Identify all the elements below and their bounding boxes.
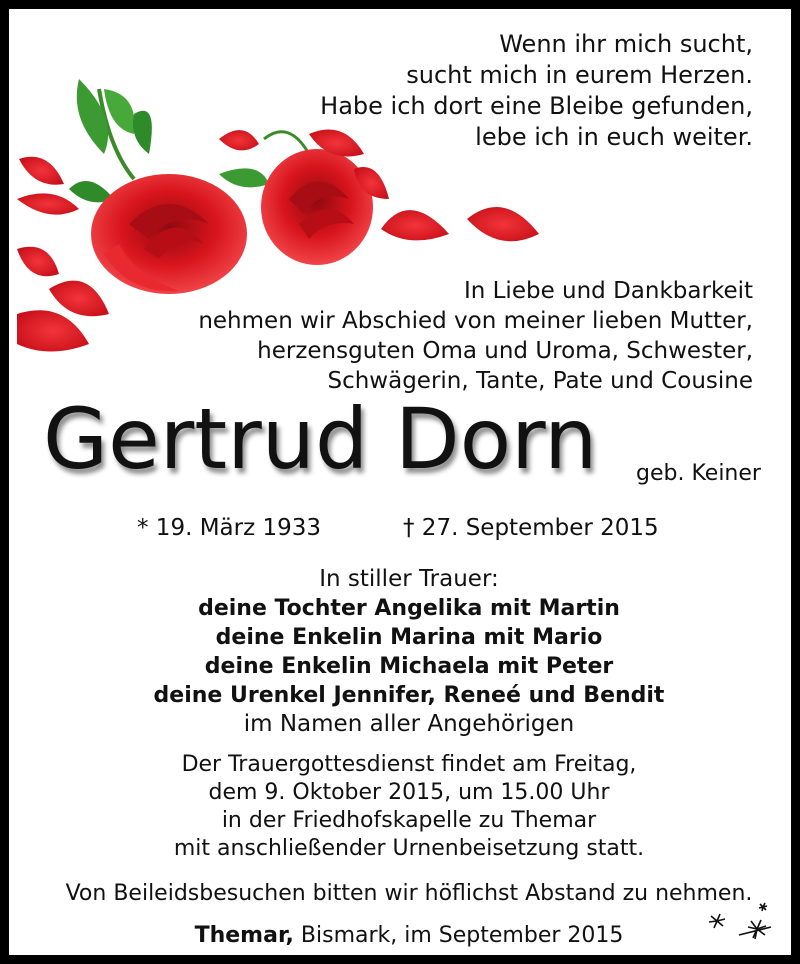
service-line: in der Friedhofskapelle zu Themar	[221, 808, 597, 833]
poem-line: Wenn ihr mich sucht,	[499, 30, 753, 58]
signature-place: Themar,	[194, 923, 294, 948]
dedication-line: nehmen wir Abschied von meiner lieben Mutter,	[198, 308, 753, 334]
service-line: dem 9. Oktober 2015, um 15.00 Uhr	[208, 780, 610, 805]
poem-line: sucht mich in eurem Herzen.	[406, 61, 753, 89]
memorial-poem	[320, 29, 753, 153]
life-dates	[9, 515, 800, 549]
dedication-text	[198, 276, 753, 396]
mourner-line: deine Enkelin Marina mit Mario	[215, 625, 603, 650]
mourners-block	[9, 565, 800, 739]
death-date: † 27. September 2015	[403, 515, 659, 541]
birth-name: geb. Keiner	[636, 461, 761, 486]
dedication-line: In Liebe und Dankbarkeit	[463, 278, 753, 304]
service-info	[9, 751, 800, 863]
signature-rest: Bismark, im September 2015	[300, 923, 624, 948]
birth-date: * 19. März 1933	[137, 515, 322, 541]
flower-sprig-icon	[699, 897, 779, 943]
mourners-all: im Namen aller Angehörigen	[243, 711, 575, 737]
service-line: Der Trauergottesdienst findet am Freitag,	[181, 752, 637, 777]
poem-line: lebe ich in euch weiter.	[475, 123, 753, 151]
signature-line	[9, 921, 800, 951]
deceased-name: Gertrud Dorn	[43, 390, 598, 488]
dedication-line: Schwägerin, Tante, Pate und Cousine	[327, 368, 753, 394]
mourner-line: deine Enkelin Michaela mit Peter	[204, 654, 614, 679]
poem-line: Habe ich dort eine Bleibe gefunden,	[320, 92, 753, 120]
mourners-intro: In stiller Trauer:	[319, 566, 499, 592]
dedication-line: herzensguten Oma und Uroma, Schwester,	[257, 338, 753, 364]
mourner-line: deine Urenkel Jennifer, Reneé und Bendit	[153, 683, 665, 708]
condolence-request: Von Beileidsbesuchen bitten wir höflichst Abstand zu nehmen.	[65, 881, 753, 906]
mourner-line: deine Tochter Angelika mit Martin	[198, 596, 620, 621]
service-line: mit anschließender Urnenbeisetzung statt.	[173, 836, 645, 861]
